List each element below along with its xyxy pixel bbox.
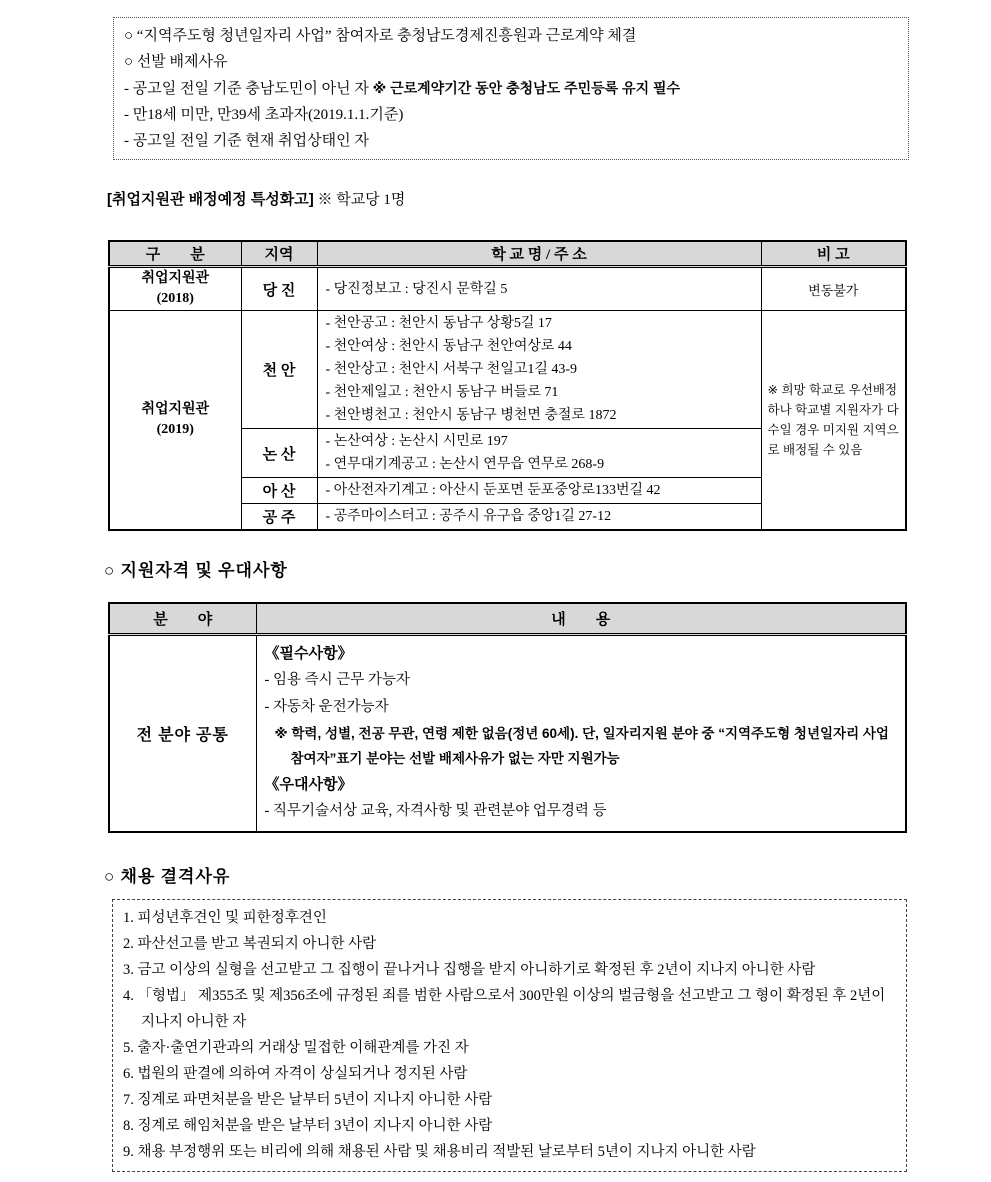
header-cell-note: 비 고 (761, 241, 906, 267)
disqualification-item: 7. 징계로 파면처분을 받은 날부터 5년이 지나지 아니한 사람 (123, 1092, 493, 1108)
assignment-title-note: ※ 학교당 1명 (317, 192, 406, 208)
assignment-table (108, 240, 907, 531)
region-cell-dangjin: 당 진 (241, 267, 317, 311)
content-line: - 임용 즉시 근무 가능자 (264, 672, 410, 688)
disqualification-item: 4. 「형법」 제355조 및 제356조에 규정된 죄를 범한 사람으로서 300만원 이상의 벌금형을 선고받고 그 형이 확정된 후 2년이 지나지 아니한 자 (123, 988, 886, 1030)
content-line-restriction-note: ※ 학력, 성별, 전공 무관, 연령 제한 없음(정년 60세). 단, 일자리지원 분야 중 “지역주도형 청년일자리 사업 참여자”표기 분야는 선발 배제사유가 없는 자만 지원가능 (274, 726, 889, 766)
group-cell-2018 (109, 267, 241, 311)
notice-line: - 공고일 전일 기준 현재 취업상태인 자 (124, 133, 369, 149)
school-line: - 천안상고 : 천안시 서북구 천일고1길 43-9 (325, 362, 578, 377)
assignment-section-title (107, 188, 405, 209)
notice-line-bold-note: ※ 근로계약기간 동안 충청남도 주민등록 유지 필수 (372, 80, 681, 96)
school-line: - 천안병천고 : 천안시 동남구 병천면 충절로 1872 (325, 408, 617, 423)
header-cell-content: 내 용 (256, 603, 906, 635)
region-cell-gongju: 공 주 (241, 504, 317, 531)
header-cell-field: 분 야 (109, 603, 256, 635)
notice-line-text: - 공고일 전일 기준 충남도민이 아닌 자 (124, 81, 369, 97)
schools-cell-asan (317, 478, 761, 504)
disqualification-item: 3. 금고 이상의 실형을 선고받고 그 집행이 끝나거나 집행을 받지 아니하기로 확정된 후 2년이 지나지 아니한 사람 (123, 962, 816, 978)
notice-line (124, 75, 900, 102)
table-row-2018 (109, 267, 906, 311)
disqualification-item: 2. 파산선고를 받고 복권되지 아니한 사람 (123, 936, 377, 952)
school-line: - 천안제일고 : 천안시 동남구 버들로 71 (325, 385, 559, 400)
group-cell-2019 (109, 311, 241, 531)
header-cell-school: 학 교 명 / 주 소 (317, 241, 761, 267)
disqualification-item: 9. 채용 부정행위 또는 비리에 의해 채용된 사람 및 채용비리 적발된 날로부터 5년이 지나지 아니한 사람 (123, 1144, 756, 1160)
region-cell-cheonan: 천 안 (241, 311, 317, 429)
region-cell-nonsan: 논 산 (241, 429, 317, 478)
notice-line: ○ “지역주도형 청년일자리 사업” 참여자로 충청남도경제진흥원과 근로계약 체결 (124, 28, 637, 44)
disqualification-item: 6. 법원의 판결에 의하여 자격이 상실되거나 정지된 사람 (123, 1066, 468, 1082)
disqualification-box (112, 899, 907, 1172)
disqualification-section-title: ○ 채용 결격사유 (104, 867, 231, 886)
schools-cell-gongju (317, 504, 761, 531)
content-line: - 직무기술서상 교육, 자격사항 및 관련분야 업무경력 등 (264, 803, 607, 819)
disqualification-item: 1. 피성년후견인 및 피한정후견인 (123, 910, 327, 926)
assignment-table-header-row (109, 241, 906, 267)
qualification-table-header-row (109, 603, 906, 635)
qualification-section-title: ○ 지원자격 및 우대사항 (104, 561, 288, 580)
school-line: - 연무대기계공고 : 논산시 연무읍 연무로 268-9 (325, 457, 605, 472)
note-cell-2018: 변동불가 (761, 267, 906, 311)
content-line-required-title: 《필수사항》 (264, 645, 353, 662)
group-year: (2019) (156, 422, 194, 437)
disqualification-item: 8. 징계로 해임처분을 받은 날부터 3년이 지나지 아니한 사람 (123, 1118, 493, 1134)
schools-cell-dangjin (317, 267, 761, 311)
assignment-title-bracket: [취업지원관 배정예정 특성화고] (107, 191, 314, 208)
school-line: - 논산여상 : 논산시 시민로 197 (325, 434, 508, 449)
participation-notice-box (113, 17, 909, 160)
school-line: - 당진정보고 : 당진시 문학길 5 (325, 281, 508, 297)
table-row-cheonan (109, 311, 906, 429)
header-cell-gubun: 구 분 (109, 241, 241, 267)
school-line: - 아산전자기계고 : 아산시 둔포면 둔포중앙로133번길 42 (325, 483, 661, 498)
content-cell (256, 635, 906, 833)
qualification-table-body-row (109, 635, 906, 833)
school-line: - 공주마이스터고 : 공주시 유구읍 중앙1길 27-12 (325, 509, 612, 524)
group-name: 취업지원관 (141, 402, 210, 417)
region-cell-asan: 아 산 (241, 478, 317, 504)
content-line: - 자동차 운전가능자 (264, 699, 389, 715)
schools-cell-cheonan (317, 311, 761, 429)
notice-line: ○ 선발 배제사유 (124, 54, 228, 70)
group-name: 취업지원관 (141, 271, 210, 286)
note-cell-2019: ※ 희망 학교로 우선배정하나 학교별 지원자가 다수일 경우 미지원 지역으로 배정될 수 있음 (761, 311, 906, 531)
school-line: - 천안여상 : 천안시 동남구 천안여상로 44 (325, 339, 572, 354)
field-cell: 전 분야 공통 (109, 635, 256, 833)
content-line-preferred-title: 《우대사항》 (264, 776, 353, 793)
schools-cell-nonsan (317, 429, 761, 478)
qualification-table (108, 602, 907, 833)
header-cell-region: 지역 (241, 241, 317, 267)
notice-line: - 만18세 미만, 만39세 초과자(2019.1.1.기준) (124, 107, 404, 123)
disqualification-item: 5. 출자·출연기관과의 거래상 밀접한 이해관계를 가진 자 (123, 1040, 469, 1056)
school-line: - 천안공고 : 천안시 동남구 상황5길 17 (325, 316, 552, 331)
group-year: (2018) (156, 291, 194, 306)
